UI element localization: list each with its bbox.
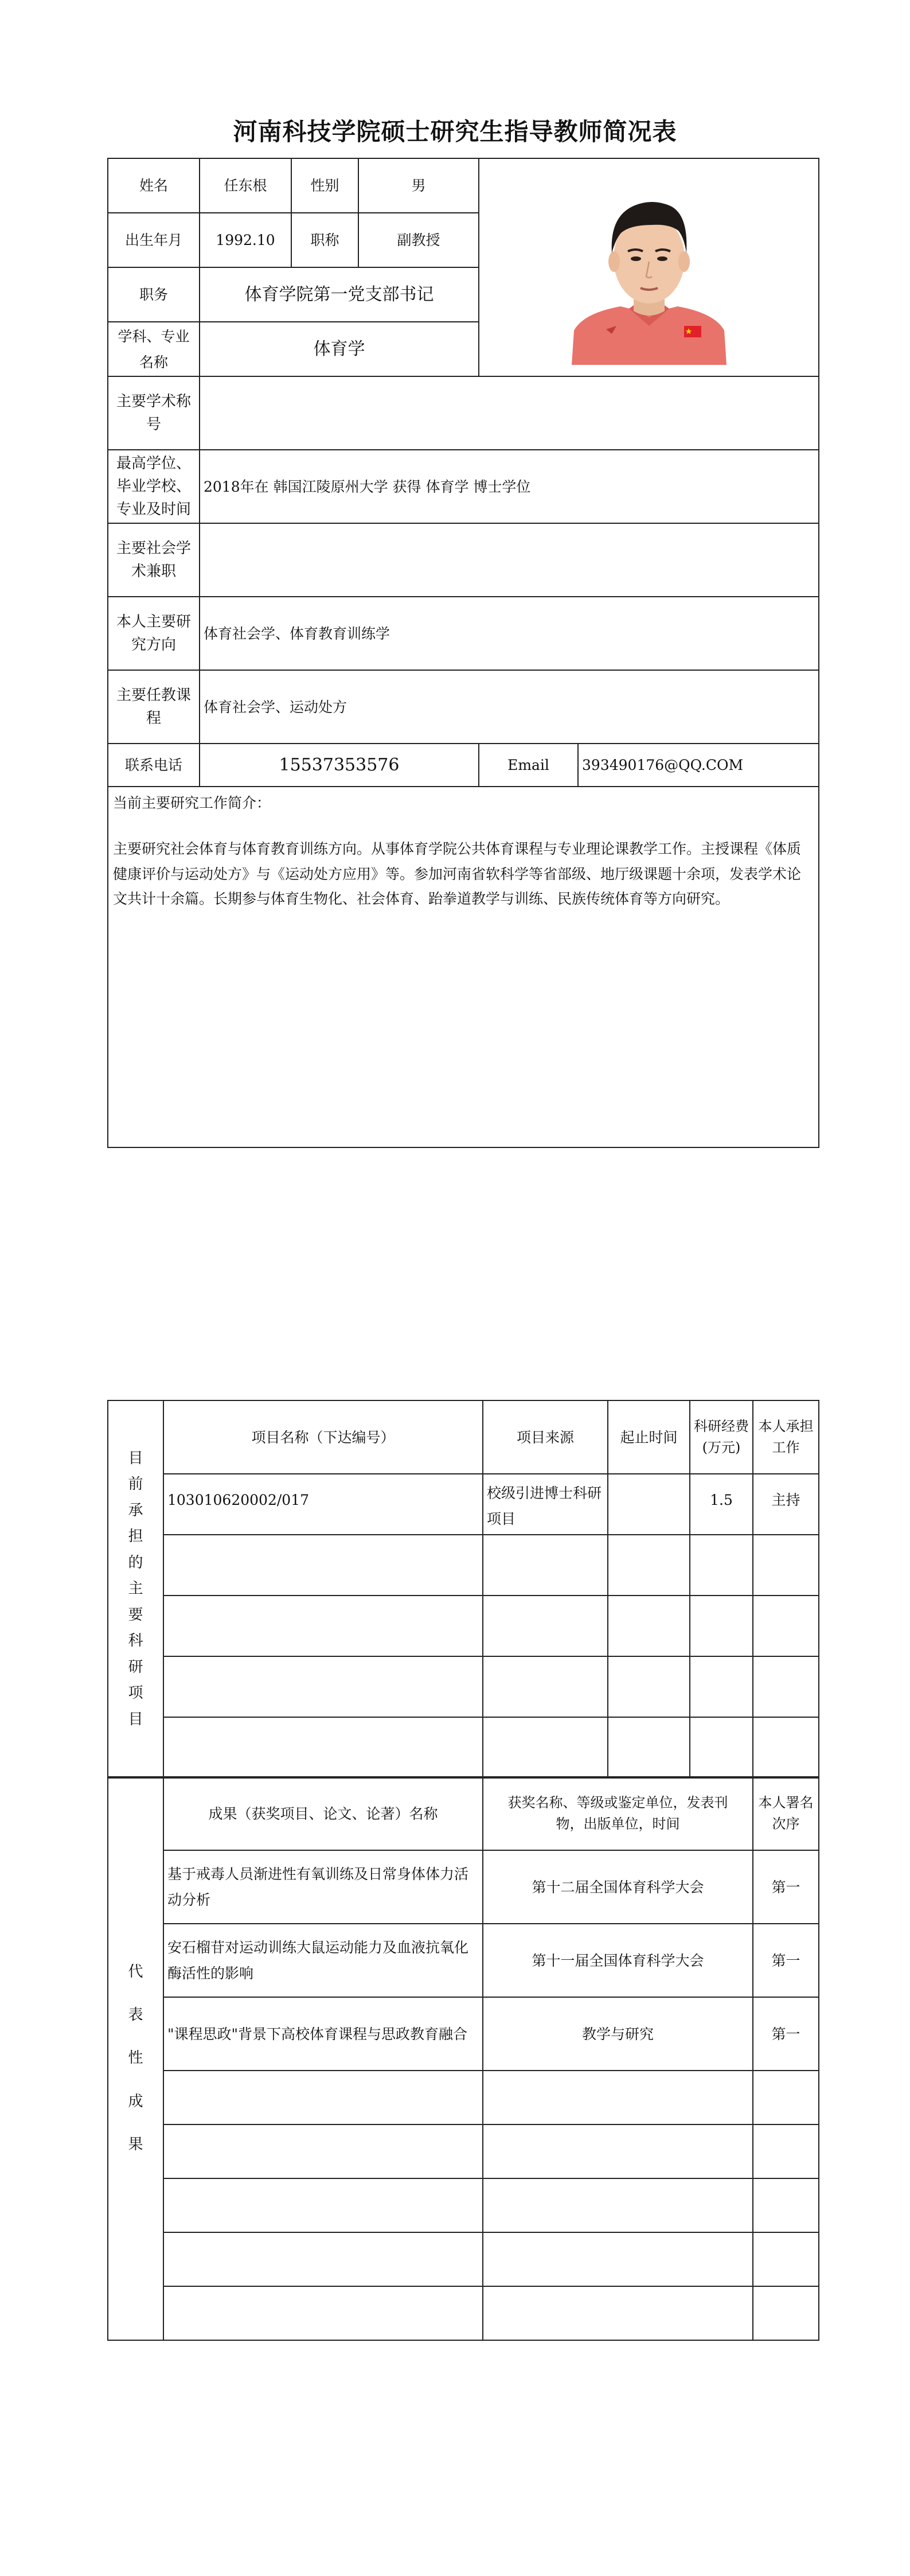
- achievement-row-8-rank: [753, 2286, 819, 2340]
- achievement-row-2-venue: 第十一届全国体育科学大会: [483, 1924, 753, 1997]
- discipline-value: 体育学: [200, 322, 479, 376]
- achievement-row-3-venue: 教学与研究: [483, 1997, 753, 2071]
- project-row-5-name: [163, 1717, 483, 1778]
- achievements-table: [107, 1776, 819, 2341]
- achievement-row-6-venue: [483, 2178, 753, 2232]
- phone-label: 联系电话: [108, 744, 200, 787]
- project-row-5-period: [608, 1717, 690, 1778]
- degree-label: 最高学位、毕业学校、专业及时间: [108, 450, 200, 523]
- project-row-4-name: [163, 1656, 483, 1717]
- achievement-row-2-rank: 第一: [753, 1924, 819, 1997]
- project-row-1-period: [608, 1474, 690, 1535]
- project-row-2-name: [163, 1535, 483, 1596]
- photo-cell: [479, 158, 819, 376]
- achievement-row-6-title: [163, 2178, 483, 2232]
- photo-ear-left: [608, 251, 620, 272]
- photo-eye-left: [631, 256, 641, 261]
- courses-label: 主要任教课 程: [108, 670, 200, 744]
- research-summary-label: 当前主要研究工作简介：: [113, 795, 271, 811]
- achievement-row-4-rank: [753, 2071, 819, 2124]
- achievement-row-7-venue: [483, 2232, 753, 2286]
- profile-table: [107, 158, 819, 1148]
- social-label: 主要社会学术兼职: [108, 523, 200, 597]
- project-row-3-role: [753, 1596, 819, 1656]
- project-row-2-source: [483, 1535, 608, 1596]
- email-label: Email: [479, 744, 578, 787]
- gender-label: 性别: [291, 158, 358, 213]
- achievement-row-3-title: "课程思政"背景下高校体育课程与思政教育融合: [163, 1997, 483, 2071]
- achievement-row-1-title: 基于戒毒人员渐进性有氧训练及日常身体体力活动分析: [163, 1850, 483, 1924]
- projects-side-label: [108, 1400, 163, 1778]
- achievements-header-rank: 本人署名次序: [753, 1777, 819, 1850]
- achievement-row-3-rank: 第一: [753, 1997, 819, 2071]
- project-row-1-name: 103010620002/017: [163, 1474, 483, 1535]
- birth-value: 1992.10: [200, 213, 291, 267]
- research-summary-cell: [108, 787, 819, 1147]
- achievement-row-4-title: [163, 2071, 483, 2124]
- achievement-row-7-title: [163, 2232, 483, 2286]
- title-value: 副教授: [358, 213, 479, 267]
- photo-ear-right: [678, 251, 690, 272]
- project-row-5-source: [483, 1717, 608, 1778]
- direction-label: 本人主要研究方向: [108, 597, 200, 670]
- email-value: 393490176@QQ.COM: [578, 744, 819, 787]
- project-row-1-funding: 1.5: [690, 1474, 753, 1535]
- photo-flag: [684, 326, 701, 337]
- name-value: 任东根: [200, 158, 291, 213]
- achievement-row-4-venue: [483, 2071, 753, 2124]
- project-row-3-name: [163, 1596, 483, 1656]
- project-row-4-period: [608, 1656, 690, 1717]
- phone-value: 15537353576: [200, 744, 479, 787]
- projects-table: [107, 1400, 819, 1779]
- achievement-row-5-title: [163, 2124, 483, 2178]
- achievement-row-5-rank: [753, 2124, 819, 2178]
- form-title: 河南科技学院硕士研究生指导教师简况表: [233, 118, 677, 146]
- project-row-5-funding: [690, 1717, 753, 1778]
- achievement-row-8-title: [163, 2286, 483, 2340]
- social-value: [200, 523, 819, 597]
- achievement-row-7-rank: [753, 2232, 819, 2286]
- achievement-row-1-venue: 第十二届全国体育科学大会: [483, 1850, 753, 1924]
- birth-label: 出生年月: [108, 213, 200, 267]
- projects-header-period: 起止时间: [608, 1400, 690, 1474]
- discipline-label: 学科、专业名称: [108, 322, 200, 376]
- projects-header-name: 项目名称（下达编号）: [163, 1400, 483, 1474]
- project-row-4-funding: [690, 1656, 753, 1717]
- achievement-row-5-venue: [483, 2124, 753, 2178]
- position-value: 体育学院第一党支部书记: [200, 267, 479, 322]
- project-row-2-period: [608, 1535, 690, 1596]
- achievements-side-label-text: 代表性成果: [128, 1963, 143, 2154]
- photo-eye-right: [657, 256, 667, 261]
- title-label: 职称: [291, 213, 358, 267]
- courses-value: 体育社会学、运动处方: [200, 670, 819, 744]
- project-row-3-source: [483, 1596, 608, 1656]
- project-row-4-source: [483, 1656, 608, 1717]
- name-label: 姓名: [108, 158, 200, 213]
- achievements-header-venue: 获奖名称、等级或鉴定单位，发表刊物，出版单位，时间: [483, 1777, 753, 1850]
- projects-header-role: 本人承担工作: [753, 1400, 819, 1474]
- portrait-photo: [566, 176, 732, 365]
- position-label: 职务: [108, 267, 200, 322]
- project-row-2-role: [753, 1535, 819, 1596]
- achievement-row-8-venue: [483, 2286, 753, 2340]
- project-row-1-role: 主持: [753, 1474, 819, 1535]
- projects-header-funding: 科研经费(万元): [690, 1400, 753, 1474]
- achievements-header-title: 成果（获奖项目、论文、论著）名称: [163, 1777, 483, 1850]
- degree-value: 2018年在 韩国江陵原州大学 获得 体育学 博士学位: [200, 450, 819, 523]
- project-row-2-funding: [690, 1535, 753, 1596]
- achievement-row-6-rank: [753, 2178, 819, 2232]
- project-row-3-funding: [690, 1596, 753, 1656]
- projects-header-source: 项目来源: [483, 1400, 608, 1474]
- achievements-side-label: [108, 1777, 163, 2340]
- project-row-4-role: [753, 1656, 819, 1717]
- research-summary-text: 主要研究社会体育与体育教育训练方向。从事体育学院公共体育课程与专业理论课教学工作。主授课程《体质健康评价与运动处方》与《运动处方应用》等。参加河南省软科学等省部级、地厅级课题十余项，发表学术论文共计十余篇。长期参与体育生物化、社会体育、跆拳道教学与训练、民族传统体育等方向研究。: [113, 840, 802, 908]
- project-row-3-period: [608, 1596, 690, 1656]
- achievement-row-2-title: 安石榴苷对运动训练大鼠运动能力及血液抗氧化酶活性的影响: [163, 1924, 483, 1997]
- gender-value: 男: [358, 158, 479, 213]
- projects-side-label-text: 目前承担的主要科研项目: [128, 1449, 143, 1728]
- achievement-row-1-rank: 第一: [753, 1850, 819, 1924]
- honor-label: 主要学术称 号: [108, 376, 200, 450]
- direction-value: 体育社会学、体育教育训练学: [200, 597, 819, 670]
- project-row-1-source: 校级引进博士科研项目: [483, 1474, 608, 1535]
- project-row-5-role: [753, 1717, 819, 1778]
- honor-value: [200, 376, 819, 450]
